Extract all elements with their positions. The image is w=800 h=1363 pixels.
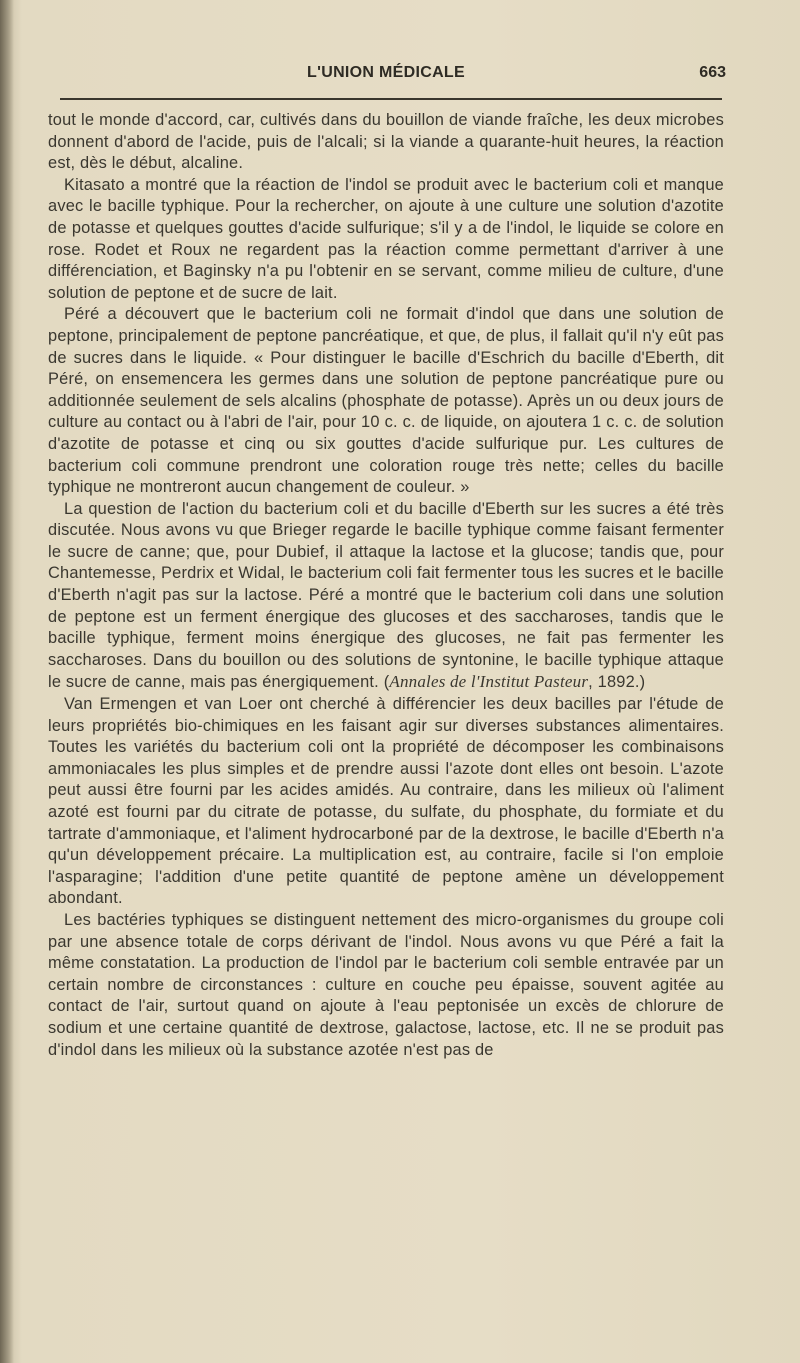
paragraph-text: La question de l'action du bacterium coli et du bacille d'Eberth sur les sucres a été très discutée. Nous avons vu que Brieger regarde le bacille typhique comme faisant fermenter le sucre de canne; que, pour Dubief, il attaque la lactose et la glucose; tandis que, pour Chantemesse, Perdrix et Widal, le bacterium coli fait fermenter tous les sucres et le bacille d'Eberth n'agit pas sur la lactose. Péré a montré que le bacterium coli dans une solution de peptone est un ferment énergique des glucoses et des saccharoses, tandis que le bacille typhique, ferment moins énergique des glucoses, ne fait pas fermenter les saccharoses. Dans du bouillon ou des solutions de syntonine, le bacille typhique attaque le sucre de canne, mais pas énergiquement. ( xyxy=(48,499,724,692)
page-number: 663 xyxy=(699,64,726,81)
paragraph xyxy=(48,499,724,694)
paragraph: tout le monde d'accord, car, cultivés dans du bouillon de viande fraîche, les deux microbes donnent d'abord de l'acide, puis de l'alcali; si la viande a quarante-huit heures, la réaction est, dès le début, alcaline. xyxy=(48,111,724,173)
paragraph: Péré a découvert que le bacterium coli ne formait d'indol que dans une solution de peptone, principalement de peptone pancréatique, et que, de plus, il fallait qu'il n'y eût pas de sucres dans le liquide. « Pour distinguer le bacille d'Eschrich du bacille d'Eberth, dit Péré, on ensemencera les germes dans une solution de peptone pancréatique pure ou additionnée seulement de sels alcalins (phosphate de potasse). Après un ou deux jours de culture au contact ou à l'abri de l'air, pour 10 c. c. de liquide, on ajoutera 1 c. c. de solution d'azotite de potasse et cinq ou six gouttes d'acide sulfurique pur. Les cultures de bacterium coli commune prendront une coloration rouge très nette; celles du bacille typhique ne montreront aucun changement de couleur. » xyxy=(48,305,724,497)
paragraph: Van Ermengen et van Loer ont cherché à différencier les deux bacilles par l'étude de leurs propriétés bio-chimiques en les faisant agir sur diverses substances alimentaires. Toutes les variétés du bacterium coli ont la propriété de décomposer les combinaisons ammoniacales les plus simples et de prendre aussi l'azote dont elles ont besoin. L'azote peut aussi être fourni par les acides amidés. Au contraire, dans les milieux où l'aliment azoté est fourni par du citrate de potasse, du sulfate, du phosphate, du formiate et du tartrate d'ammoniaque, et l'aliment hydrocarboné par de la dextrose, le bacille d'Eberth n'a qu'un développement précaire. La multiplication est, au contraire, facile si l'on emploie l'asparagine; l'addition d'une petite quantité de peptone amène un développement abondant. xyxy=(48,695,724,908)
paragraph-text: , 1892.) xyxy=(588,673,646,692)
citation-title: Annales de l'Institut Pasteur xyxy=(389,672,589,692)
header-rule xyxy=(60,98,722,100)
body-text xyxy=(48,110,724,1061)
paragraph: Les bactéries typhiques se distinguent nettement des micro-organismes du groupe coli par une absence totale de corps dérivant de l'indol. Nous avons vu que Péré a fait la même constatation. La production de l'indol par le bacterium coli semble entravée par un certain nombre de circonstances : culture en couche peu épaisse, souvent agitée au contact de l'air, surtout quand on ajoute à l'eau peptonisée un excès de chlorure de sodium et une certaine quantité de dextrose, galactose, lactose, etc. Il ne se produit pas d'indol dans les milieux où la substance azotée n'est pas de xyxy=(48,910,724,1059)
running-header xyxy=(46,64,726,86)
paragraph: Kitasato a montré que la réaction de l'indol se produit avec le bacterium coli et manque avec le bacille typhique. Pour la rechercher, on ajoute à une culture une solution d'azotite de potasse et quelques gouttes d'acide sulfurique; s'il y a de l'indol, le liquide se colore en rose. Rodet et Roux ne regardent pas la réaction comme permettant d'arriver à une différenciation, et Baginsky n'a pu l'obtenir en se servant, comme milieu de culture, d'une solution de peptone et de sucre de lait. xyxy=(48,175,724,302)
journal-title: L'UNION MÉDICALE xyxy=(307,64,465,81)
